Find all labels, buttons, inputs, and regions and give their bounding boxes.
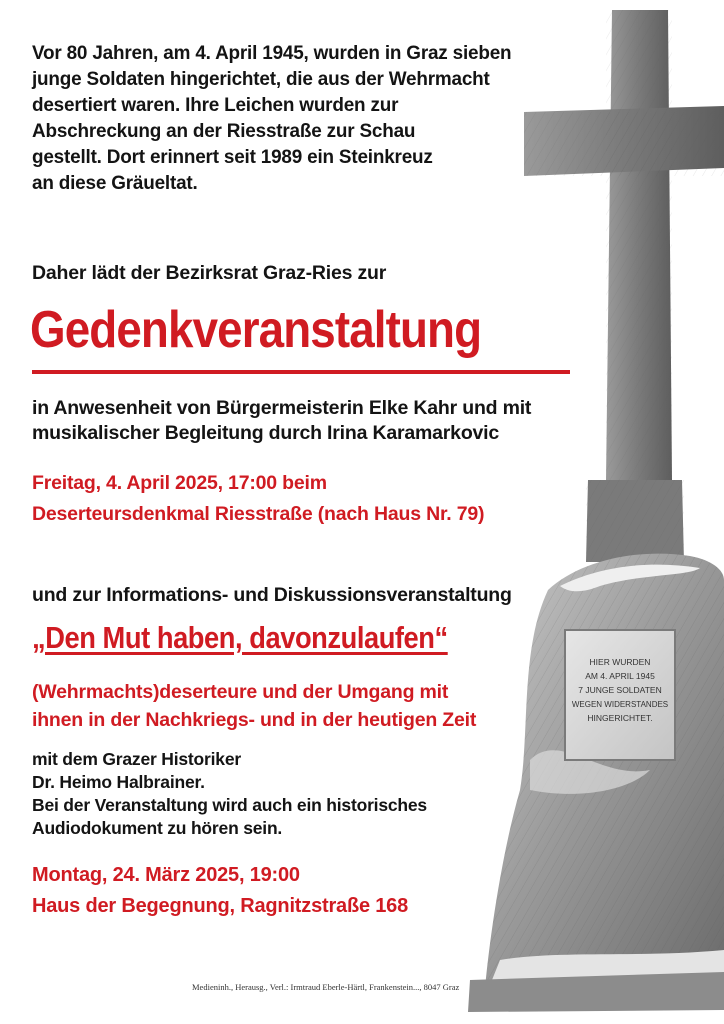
talk-subtitle (32, 678, 476, 734)
talk-date: Montag, 24. März 2025, 19:00 (32, 864, 300, 886)
talk-date-location (32, 860, 408, 922)
talk-title: „Den Mut haben, davonzulaufen“ (32, 620, 448, 655)
plaque-line: AM 4. APRIL 1945 (585, 671, 655, 681)
intro-line: gestellt. Dort erinnert seit 1989 ein Steinkreuz (32, 146, 433, 168)
speaker-line: Bei der Veranstaltung wird auch ein historisches (32, 795, 427, 815)
talk-subtitle-line: (Wehrmachts)deserteure und der Umgang mit (32, 681, 449, 703)
speaker-line: Audiodokument zu hören sein. (32, 818, 283, 838)
event-location: Deserteursdenkmal Riesstraße (nach Haus Nr. 79) (32, 503, 485, 525)
speaker-line: mit dem Grazer Historiker (32, 749, 241, 769)
intro-line: an diese Gräueltat. (32, 172, 198, 194)
imprint-footer: Medieninh., Herausg., Verl.: Irmtraud Eberle-Härtl, Frankenstein..., 8047 Graz (192, 982, 460, 992)
intro-paragraph (32, 40, 556, 196)
intro-line: Abschreckung an der Riesstraße zur Schau (32, 120, 416, 142)
guests-paragraph (32, 396, 592, 446)
event-date-location (32, 468, 484, 530)
plaque-line: HINGERICHTET. (587, 713, 653, 723)
info-event-intro: und zur Informations- und Diskussionsveranstaltung (32, 584, 512, 606)
plaque-line: WEGEN WIDERSTANDES (571, 700, 669, 709)
intro-line: desertiert waren. Ihre Leichen wurden zur (32, 94, 399, 116)
speaker-line: Dr. Heimo Halbrainer. (32, 772, 205, 792)
title-underline (32, 370, 570, 374)
invitation-line: Daher lädt der Bezirksrat Graz-Ries zur (32, 262, 387, 284)
plaque-line: HIER WURDEN (589, 657, 651, 667)
event-title: Gedenkveranstaltung (30, 301, 482, 359)
guests-line: in Anwesenheit von Bürgermeisterin Elke Kahr und mit (32, 397, 532, 419)
talk-subtitle-line: ihnen in der Nachkriegs- und in der heutigen Zeit (32, 709, 477, 731)
event-date: Freitag, 4. April 2025, 17:00 beim (32, 472, 327, 494)
speaker-paragraph (32, 748, 427, 840)
plaque-line: 7 JUNGE SOLDATEN (578, 685, 662, 695)
talk-location: Haus der Begegnung, Ragnitzstraße 168 (32, 895, 409, 917)
intro-line: Vor 80 Jahren, am 4. April 1945, wurden in Graz sieben (32, 42, 512, 64)
guests-line: musikalischer Begleitung durch Irina Karamarkovic (32, 422, 500, 444)
intro-line: junge Soldaten hingerichtet, die aus der Wehrmacht (32, 68, 490, 90)
